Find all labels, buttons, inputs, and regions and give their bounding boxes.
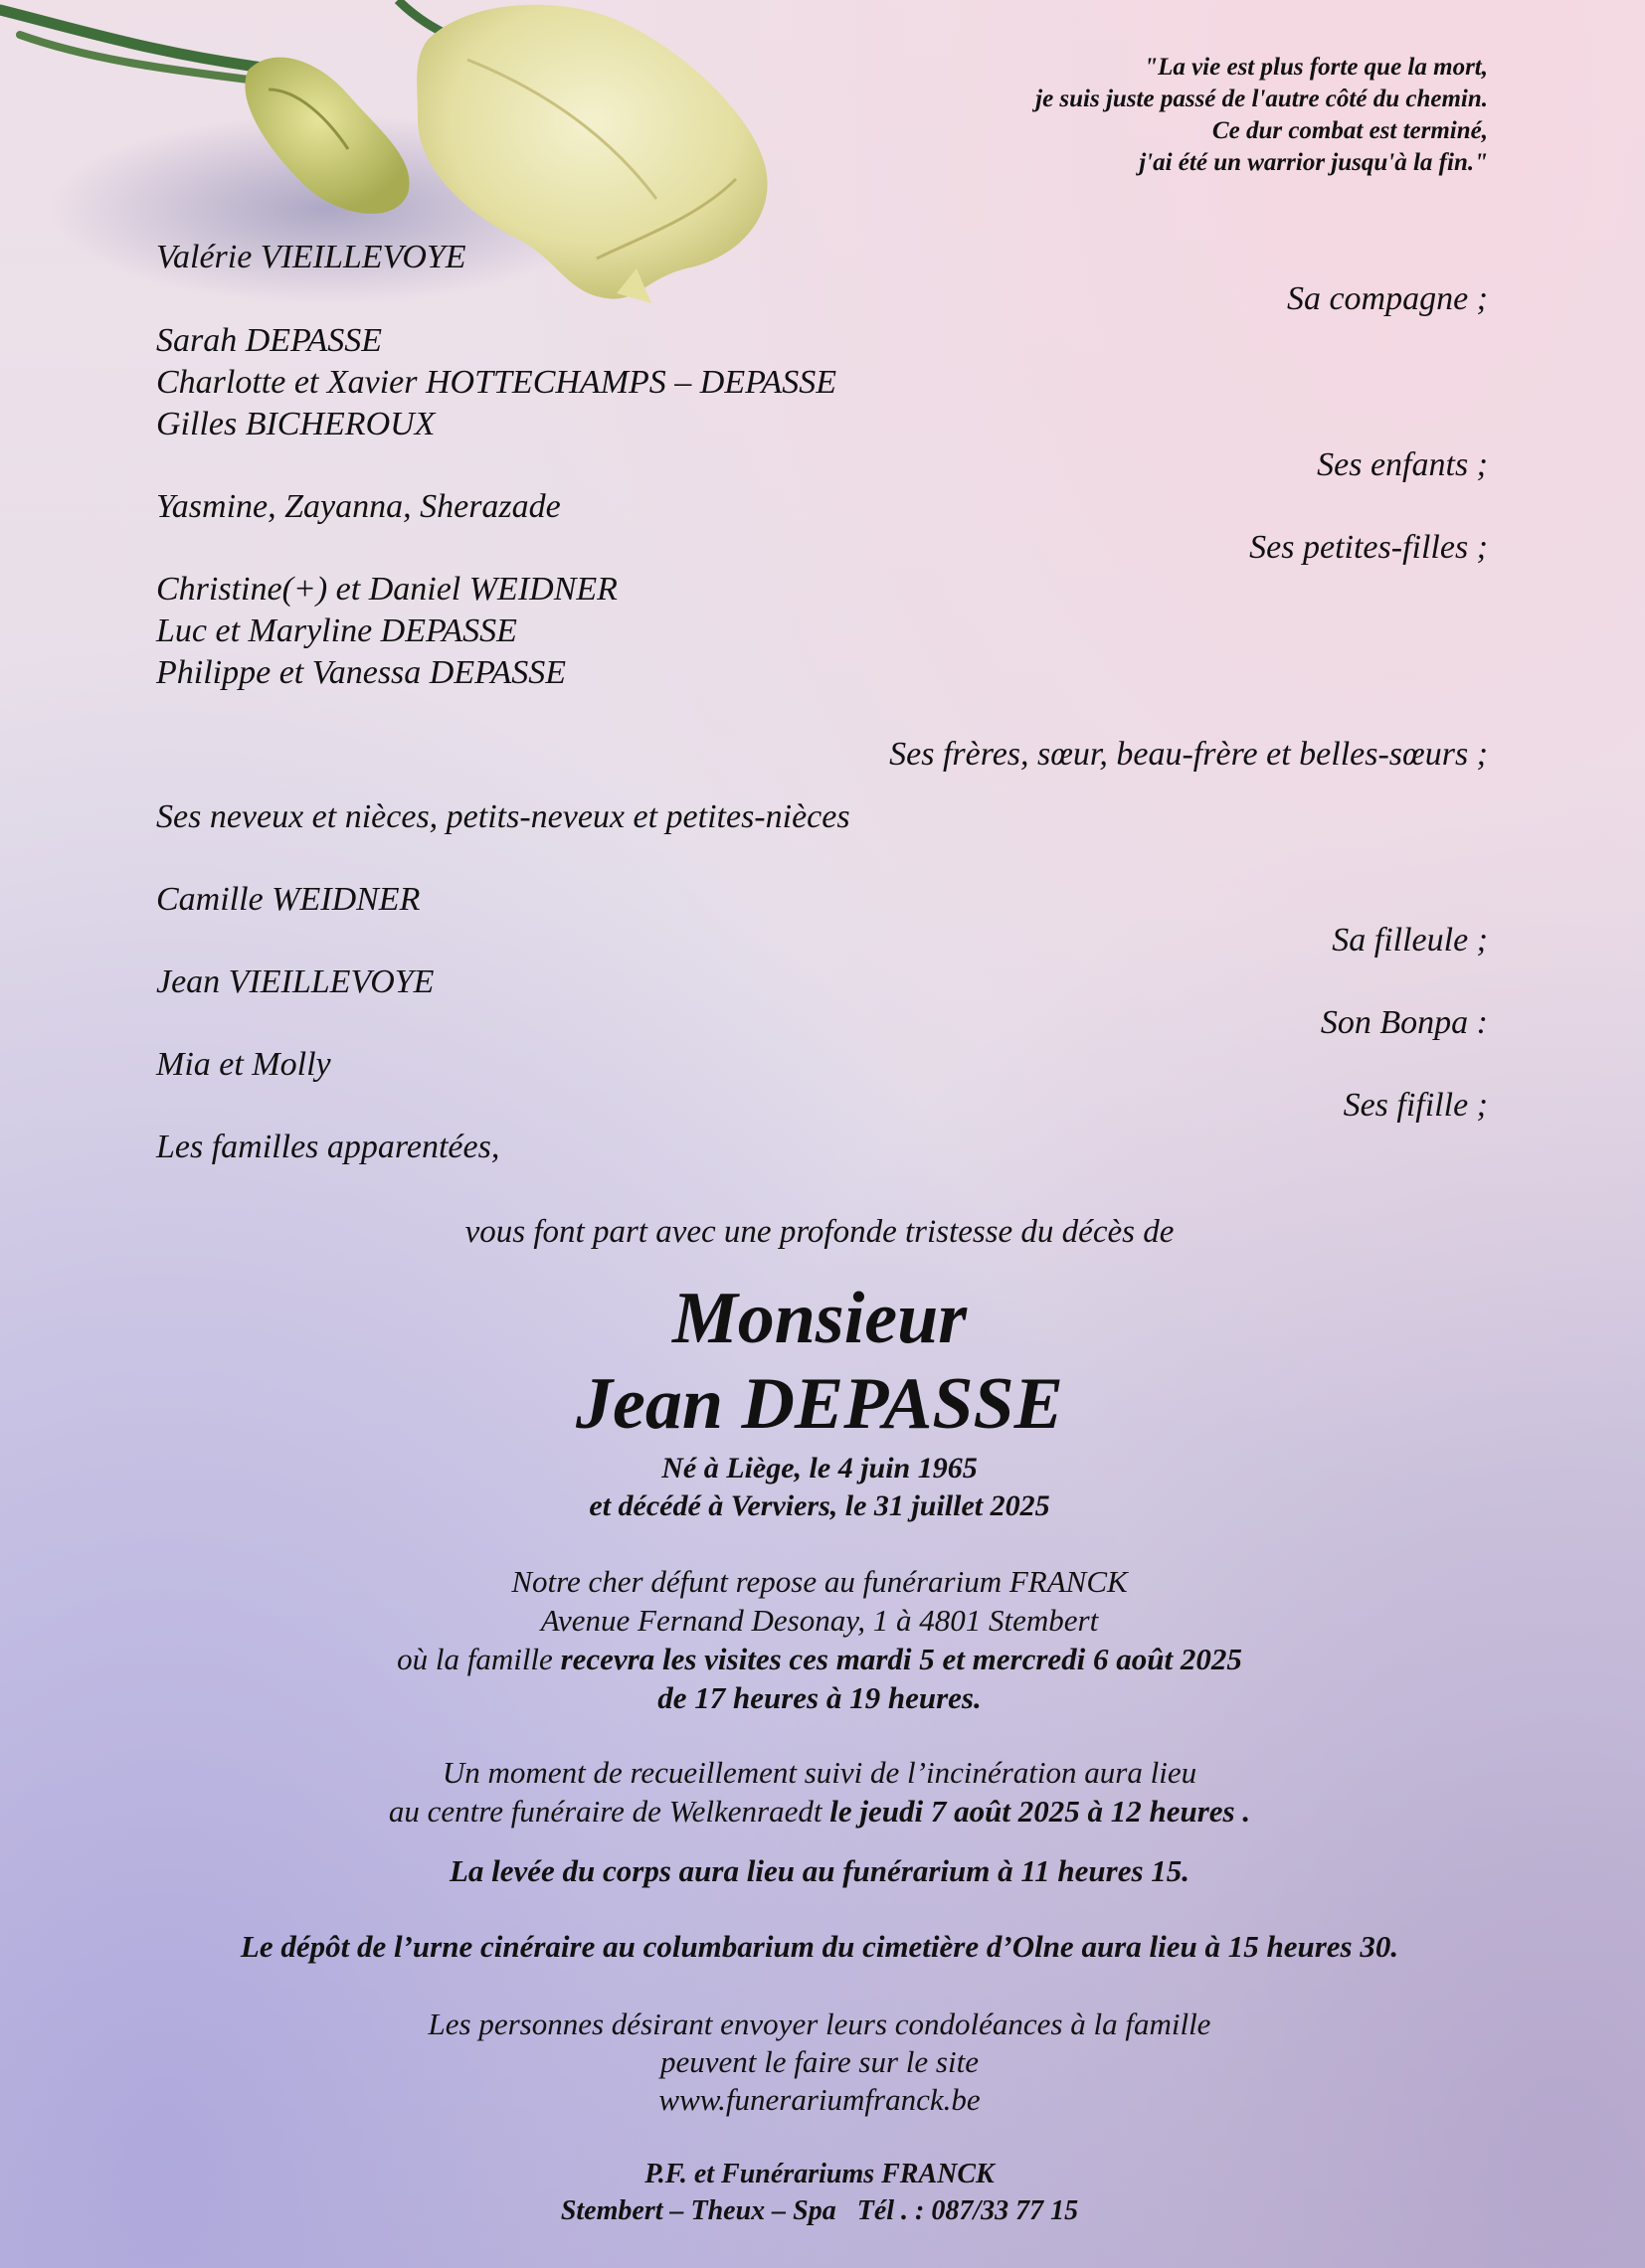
- quote-line: j'ai été un warrior jusqu'à la fin.": [1139, 149, 1488, 176]
- epitaph-quote: [792, 52, 1488, 179]
- funeral-home-contact: Stembert – Theux – Spa Tél . : 087/33 77 15: [560, 2195, 1079, 2226]
- levee-line: La levée du corps aura lieu au funérarium à 11 heures 15.: [449, 1853, 1190, 1888]
- quote-line: je suis juste passé de l'autre côté du chemin.: [1035, 86, 1488, 112]
- visits-hours: de 17 heures à 19 heures.: [657, 1680, 982, 1715]
- sibling-name: Luc et Maryline DEPASSE: [156, 612, 517, 649]
- deceased-title: Monsieur: [671, 1278, 968, 1359]
- funeral-home-name: P.F. et Funérariums FRANCK: [644, 2159, 995, 2189]
- birth-line: Né à Liège, le 4 juin 1965: [661, 1452, 978, 1484]
- sibling-name: Christine(+) et Daniel WEIDNER: [156, 571, 618, 608]
- ceremony-line-1: Un moment de recueillement suivi de l’incinération aura lieu: [442, 1755, 1197, 1790]
- visits-line-3-normal: où la famille: [397, 1642, 561, 1676]
- condolences-line-1: Les personnes désirant envoyer leurs condoléances à la famille: [428, 2006, 1211, 2041]
- death-line: et décédé à Verviers, le 31 juillet 2025: [589, 1489, 1050, 1522]
- visits-line-3: [0, 1640, 1642, 1678]
- granddaughters-label: Ses petites-filles ;: [1249, 529, 1488, 566]
- condolences-line-2: peuvent le faire sur le site: [660, 2044, 979, 2079]
- ceremony-line-2-bold: le jeudi 7 août 2025 à 12 heures .: [829, 1794, 1251, 1829]
- visits-line-3-bold: recevra les visites ces mardi 5 et mercredi 6 août 2025: [560, 1642, 1242, 1676]
- flower-illustration: [0, 0, 796, 328]
- deceased-name: Jean DEPASSE: [575, 1363, 1064, 1445]
- companion-name: Valérie VIEILLEVOYE: [156, 239, 466, 275]
- fifille-label: Ses fifille ;: [1343, 1087, 1488, 1124]
- ceremony-line-2-normal: au centre funéraire de Welkenraedt: [388, 1794, 830, 1829]
- quote-line: Ce dur combat est terminé,: [1211, 117, 1488, 144]
- child-name: Charlotte et Xavier HOTTECHAMPS – DEPASSE: [156, 364, 837, 401]
- announcement-intro: vous font part avec une profonde tristesse du décès de: [464, 1214, 1175, 1250]
- children-label: Ses enfants ;: [1317, 446, 1488, 483]
- fifille-name: Mia et Molly: [156, 1046, 331, 1083]
- granddaughters-names: Yasmine, Zayanna, Sherazade: [156, 488, 561, 525]
- companion-label: Sa compagne ;: [1286, 280, 1488, 317]
- child-name: Gilles BICHEROUX: [156, 406, 436, 442]
- relatives-line: Les familles apparentées,: [156, 1129, 500, 1165]
- goddaughter-label: Sa filleule ;: [1332, 922, 1488, 959]
- nephews-line: Ses neveux et nièces, petits-neveux et petites-nièces: [156, 798, 850, 835]
- ceremony-line-2: [0, 1792, 1642, 1831]
- bonpa-label: Son Bonpa :: [1320, 1004, 1488, 1041]
- goddaughter-name: Camille WEIDNER: [156, 881, 421, 918]
- bonpa-name: Jean VIEILLEVOYE: [156, 963, 435, 1000]
- website-link[interactable]: www.funerariumfranck.be: [658, 2082, 981, 2117]
- visits-line-1: Notre cher défunt repose au funérarium FRANCK: [511, 1564, 1128, 1599]
- siblings-label: Ses frères, sœur, beau-frère et belles-sœurs ;: [889, 736, 1488, 773]
- child-name: Sarah DEPASSE: [156, 322, 382, 359]
- sibling-name: Philippe et Vanessa DEPASSE: [156, 654, 567, 691]
- visits-line-2: Avenue Fernand Desonay, 1 à 4801 Stembert: [540, 1603, 1099, 1638]
- urn-line: Le dépôt de l’urne cinéraire au columbarium du cimetière d’Olne aura lieu à 15 heures 30.: [240, 1929, 1399, 1964]
- quote-line: "La vie est plus forte que la mort,: [1144, 54, 1488, 81]
